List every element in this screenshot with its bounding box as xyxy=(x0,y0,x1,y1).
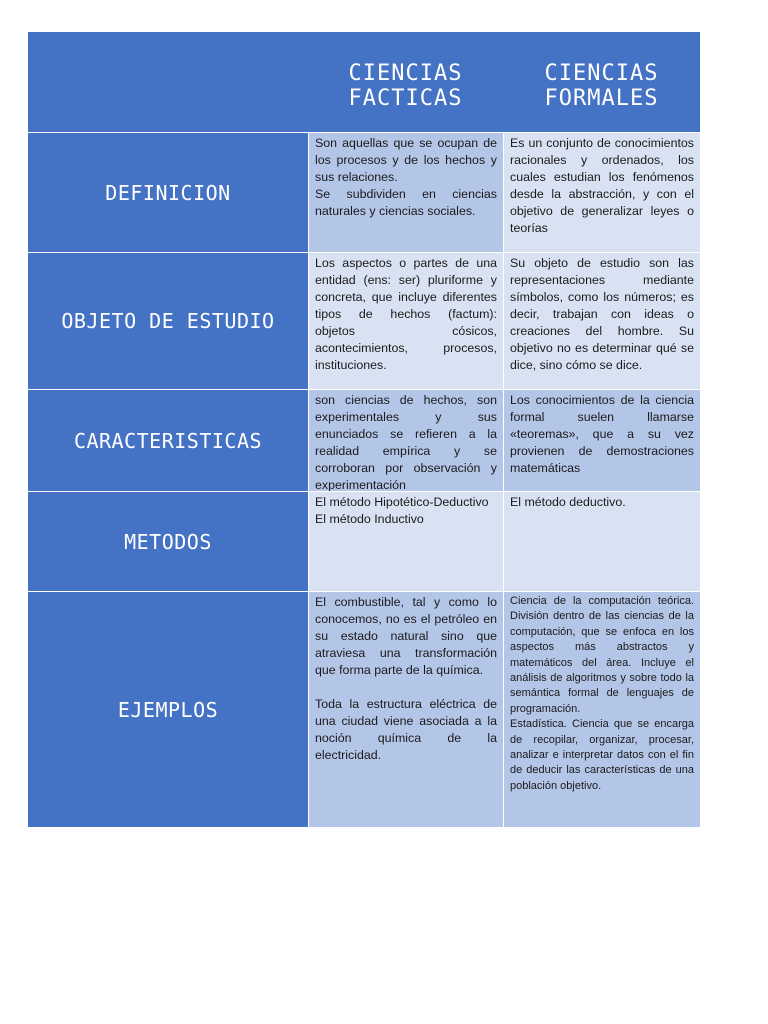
row-header-objeto-de-estudio: OBJETO DE ESTUDIO xyxy=(28,252,308,389)
cell-definicion-formales: Es un conjunto de conocimientos racionales y ordenados, los cuales estudian los fenómenos desde la abstracción, y con el objetivo de generalizar leyes o teorías xyxy=(503,132,700,252)
cell-caracteristicas-facticas: son ciencias de hechos, son experimentales y sus enunciados se refieren a la realidad empírica y se corroboran por observación y experimentación xyxy=(308,389,503,491)
cell-metodos-facticas: El método Hipotético-Deductivo El método Inductivo xyxy=(308,491,503,591)
cell-definicion-facticas: Son aquellas que se ocupan de los procesos y de los hechos y sus relaciones. Se subdividen en ciencias naturales y ciencias sociales. xyxy=(308,132,503,252)
cell-caracteristicas-formales: Los conocimientos de la ciencia formal suelen llamarse «teoremas», que a su vez provienen de demostraciones matemáticas xyxy=(503,389,700,491)
row-header-metodos: METODOS xyxy=(28,491,308,591)
row-header-ejemplos: EJEMPLOS xyxy=(28,591,308,827)
cell-ejemplos-formales: Ciencia de la computación teórica. División dentro de las ciencias de la computación, que se enfoca en los aspectos más abstractos y matemáticos del área. Incluye el análisis de algoritmos y sobre todo la semántica formal de lenguajes de programación. Estadística. Ciencia que se encarga de recopilar, organizar, procesar, analizar e interpretar datos con el fin de deducir las características de una población objetivo. xyxy=(503,591,700,827)
column-header-ciencias-facticas: CIENCIAS FACTICAS xyxy=(308,32,503,132)
corner-cell xyxy=(28,32,308,132)
row-header-caracteristicas: CARACTERISTICAS xyxy=(28,389,308,491)
cell-objeto-formales: Su objeto de estudio son las representaciones mediante símbolos, como los números; es decir, trabajan con ideas o creaciones del hombre. Su objetivo no es determinar qué se dice, sino cómo se dice. xyxy=(503,252,700,389)
cell-metodos-formales: El método deductivo. xyxy=(503,491,700,591)
comparison-table xyxy=(28,32,700,827)
cell-ejemplos-facticas: El combustible, tal y como lo conocemos, no es el petróleo en su estado natural sino que atraviesa una transformación que forma parte de la química. Toda la estructura eléctrica de una ciudad viene asociada a la noción química de la electricidad. xyxy=(308,591,503,827)
row-header-definicion: DEFINICION xyxy=(28,132,308,252)
column-header-ciencias-formales: CIENCIAS FORMALES xyxy=(503,32,700,132)
cell-objeto-facticas: Los aspectos o partes de una entidad (ens: ser) pluriforme y concreta, que incluye diferentes tipos de hechos (factum): objetos cósicos, acontecimientos, procesos, instituciones. xyxy=(308,252,503,389)
